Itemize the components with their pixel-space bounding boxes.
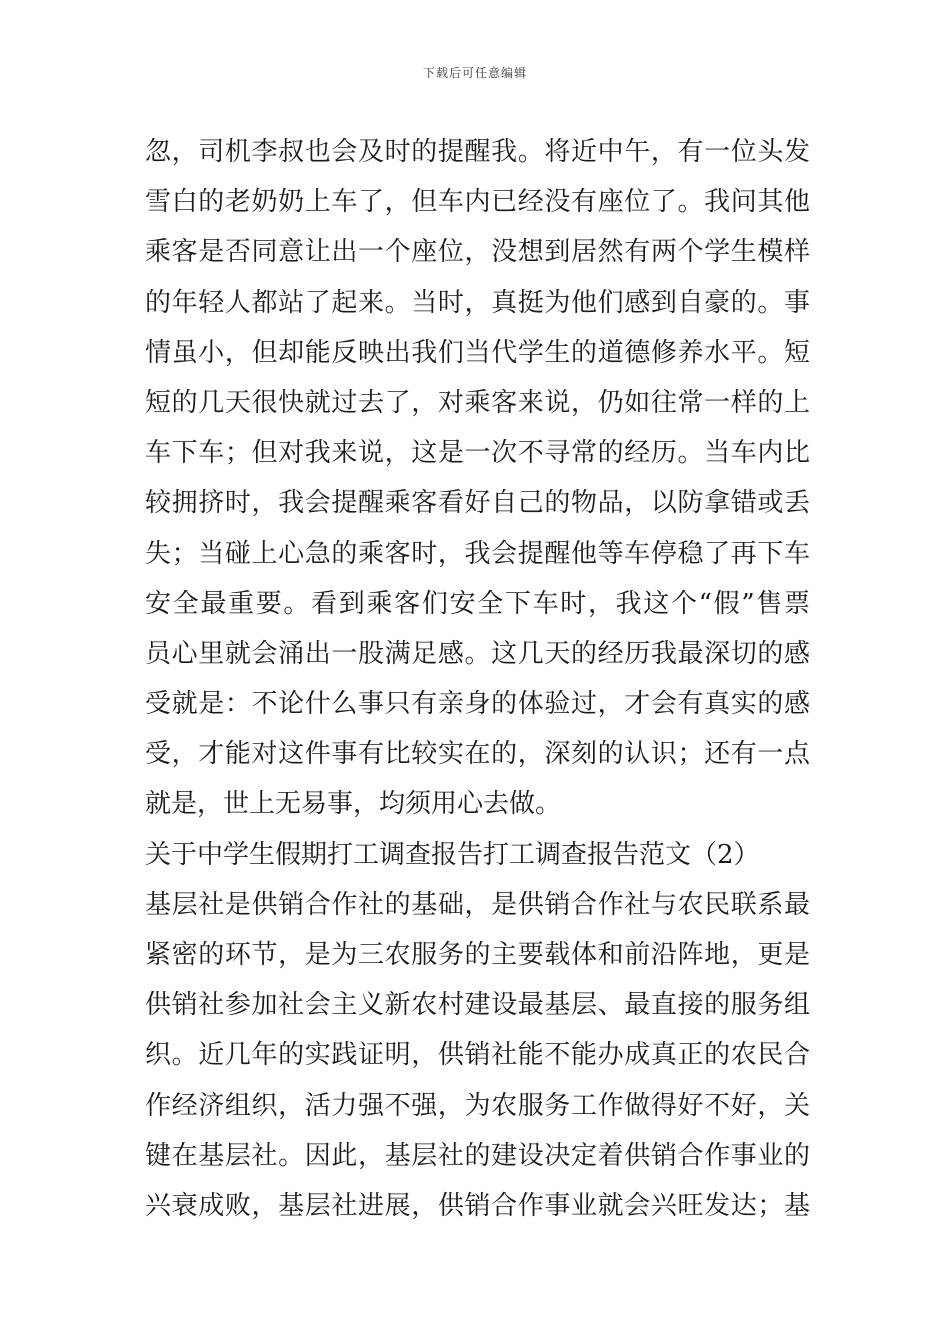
text-line: 短的几天很快就过去了，对乘客来说，仍如往常一样的上 xyxy=(145,387,810,418)
text-line: 的年轻人都站了起来。当时，真挺为他们感到自豪的。事 xyxy=(145,287,810,318)
text-line: 受就是：不论什么事只有亲身的体验过，才会有真实的感 xyxy=(145,689,810,720)
paragraph-end-line: 就是，世上无易事，均须用心去做。 xyxy=(145,789,562,820)
page-header: 下载后可任意编辑 xyxy=(422,66,527,80)
section-heading: 关于中学生假期打工调查报告打工调查报告范文（2） xyxy=(145,839,760,870)
text-line: 受，才能对这件事有比较实在的，深刻的认识；还有一点 xyxy=(145,739,810,770)
text-line: 基层社是供销合作社的基础，是供销合作社与农民联系最 xyxy=(145,889,810,920)
text-line: 安全最重要。看到乘客们安全下车时，我这个“假”售票 xyxy=(145,588,810,619)
text-line: 织。近几年的实践证明，供销社能不能办成真正的农民合 xyxy=(145,1040,810,1071)
text-line: 情虽小，但却能反映出我们当代学生的道德修养水平。短 xyxy=(145,337,810,368)
text-line: 供销社参加社会主义新农村建设最基层、最直接的服务组 xyxy=(145,990,810,1021)
text-line: 雪白的老奶奶上车了，但车内已经没有座位了。我问其他 xyxy=(145,187,810,218)
text-line: 失；当碰上心急的乘客时，我会提醒他等车停稳了再下车 xyxy=(145,538,810,569)
text-line: 忽，司机李叔也会及时的提醒我。将近中午，有一位头发 xyxy=(145,137,810,167)
text-line: 车下车；但对我来说，这是一次不寻常的经历。当车内比 xyxy=(145,438,810,469)
text-line: 紧密的环节，是为三农服务的主要载体和前沿阵地，更是 xyxy=(145,940,810,970)
text-line: 员心里就会涌出一股满足感。这几天的经历我最深切的感 xyxy=(145,638,810,669)
text-line: 键在基层社。因此，基层社的建设决定着供销合作事业的 xyxy=(145,1140,810,1171)
text-line: 较拥挤时，我会提醒乘客看好自己的物品，以防拿错或丢 xyxy=(145,488,810,519)
document-body xyxy=(145,127,810,1231)
text-line: 作经济组织，活力强不强，为农服务工作做得好不好，关 xyxy=(145,1090,810,1121)
text-line: 乘客是否同意让出一个座位，没想到居然有两个学生模样 xyxy=(145,237,810,268)
text-line: 兴衰成败，基层社进展，供销合作事业就会兴旺发达；基 xyxy=(145,1190,810,1221)
